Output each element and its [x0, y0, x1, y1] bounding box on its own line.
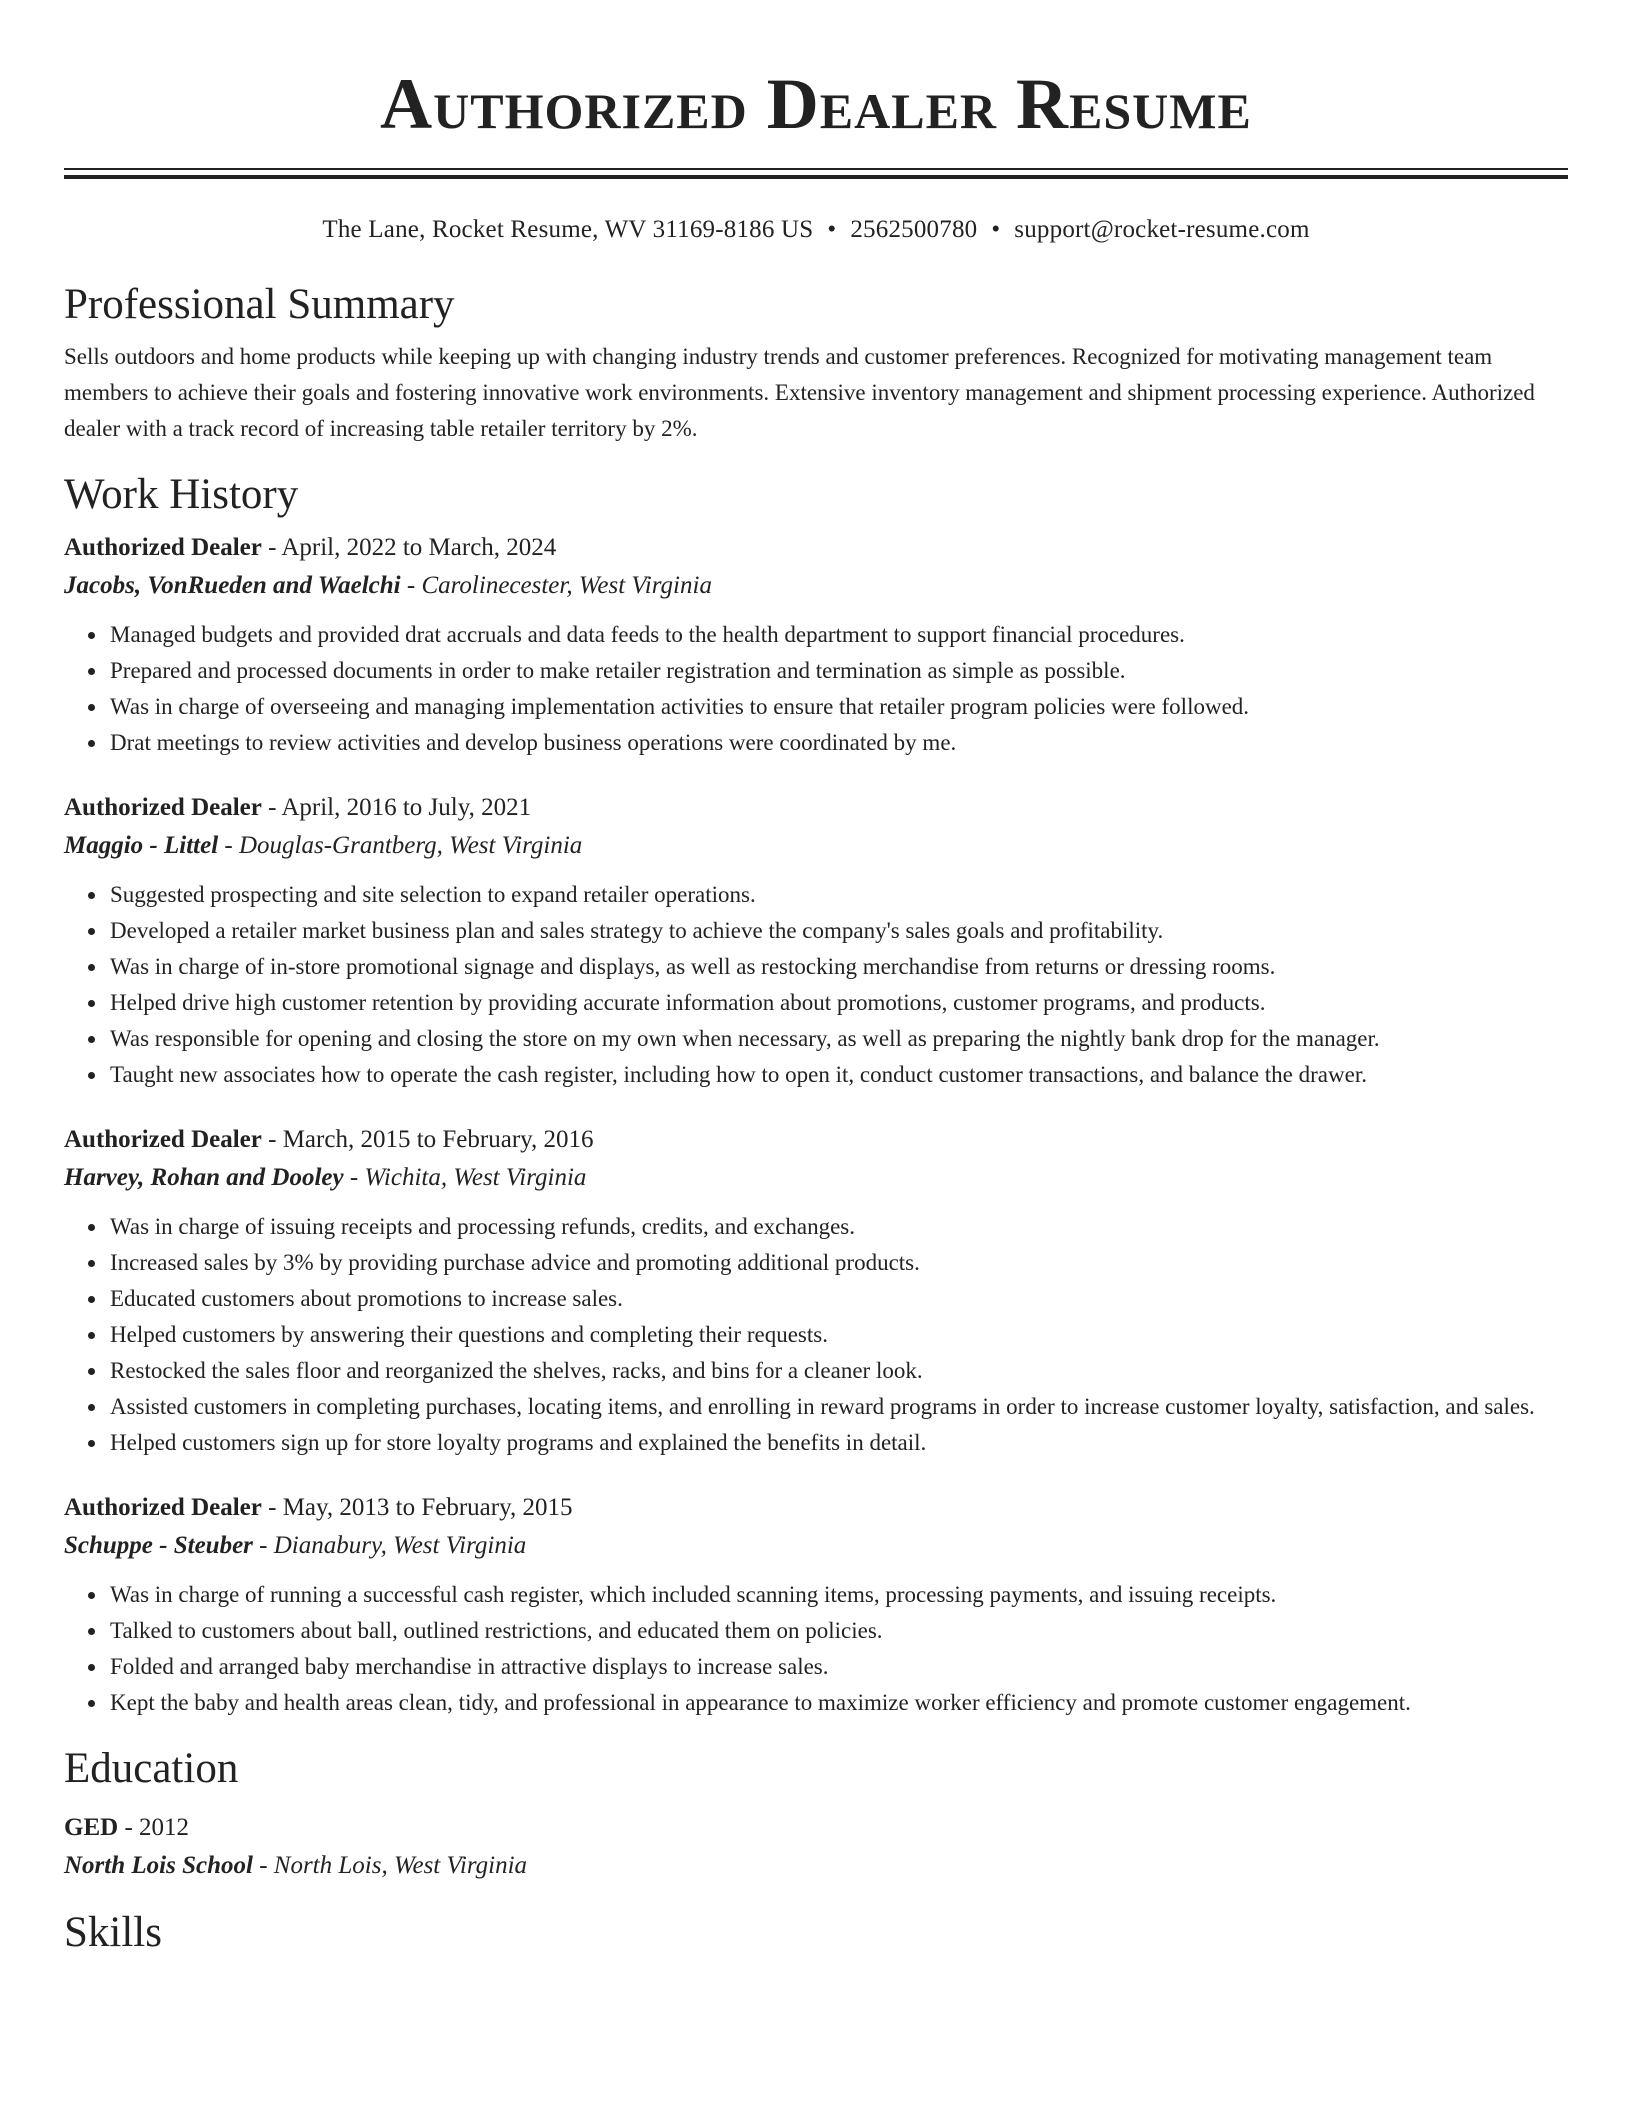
contact-email: support@rocket-resume.com	[1014, 216, 1310, 243]
school-name: North Lois School	[64, 1852, 253, 1879]
job-bullet: • Folded and arranged baby merchandise in attractive displays to increase sales.	[108, 1649, 1568, 1685]
job-bullet: • Drat meetings to review activities and develop business operations were coordinated by me.	[108, 725, 1568, 761]
summary-text: Sells outdoors and home products while keeping up with changing industry trends and customer preferences. Recognized for motivating management team members to achieve their goals and fostering innovative work environments. Extensive inventory management and shipment processing experience. Authorized dealer with a track record of increasing table retailer territory by 2%.	[64, 344, 1535, 441]
job-bullet: • Was in charge of in-store promotional signage and displays, as well as restocking merchandise from returns or dressing rooms.	[108, 949, 1568, 985]
education-heading: Education	[64, 1745, 239, 1792]
job-entry	[64, 1489, 1568, 1721]
job-bullet: • Restocked the sales floor and reorganized the shelves, racks, and bins for a cleaner look.	[108, 1353, 1568, 1389]
job-dates: - March, 2015 to February, 2016	[261, 1126, 594, 1153]
job-title: Authorized Dealer	[64, 1494, 262, 1521]
employer-line	[64, 1159, 1568, 1197]
job-bullet: • Was responsible for opening and closing the store on my own when necessary, as well as preparing the nightly bank drop for the manager.	[108, 1021, 1568, 1057]
job-bullet: • Suggested prospecting and site selection to expand retailer operations.	[108, 877, 1568, 913]
education-entry	[64, 1809, 1568, 1885]
employer-line	[64, 567, 1568, 605]
employer-line	[64, 827, 1568, 865]
work-history-heading: Work History	[64, 471, 299, 518]
employer-name: Harvey, Rohan and Dooley	[64, 1164, 344, 1191]
employer-name: Schuppe - Steuber	[64, 1532, 253, 1559]
job-bullet: • Helped customers sign up for store loyalty programs and explained the benefits in detail.	[108, 1425, 1568, 1461]
job-bullet: • Assisted customers in completing purchases, locating items, and enrolling in reward programs in order to increase customer loyalty, satisfaction, and sales.	[108, 1389, 1568, 1425]
employer-name: Jacobs, VonRueden and Waelchi	[64, 572, 401, 599]
employer-line	[64, 1527, 1568, 1565]
job-bullet: • Prepared and processed documents in order to make retailer registration and termination as simple as possible.	[108, 653, 1568, 689]
degree-line	[64, 1809, 1568, 1847]
title-divider-bottom	[64, 175, 1568, 179]
job-bullet: • Taught new associates how to operate the cash register, including how to open it, conduct customer transactions, and balance the drawer.	[108, 1057, 1568, 1093]
job-bullet: • Was in charge of overseeing and managing implementation activities to ensure that retailer program policies were followed.	[108, 689, 1568, 725]
job-bullet: • Helped customers by answering their questions and completing their requests.	[108, 1317, 1568, 1353]
job-entry	[64, 1121, 1568, 1461]
job-bullets	[64, 1577, 1568, 1721]
employer-location: - Dianabury, West Virginia	[252, 1532, 527, 1559]
resume-title: Authorized Dealer Resume	[380, 64, 1252, 144]
job-dates: - April, 2022 to March, 2024	[261, 534, 557, 561]
job-bullet: • Developed a retailer market business plan and sales strategy to achieve the company's sales goals and profitability.	[108, 913, 1568, 949]
job-bullet: • Talked to customers about ball, outlined restrictions, and educated them on policies.	[108, 1613, 1568, 1649]
job-title: Authorized Dealer	[64, 794, 262, 821]
degree-year: - 2012	[118, 1814, 190, 1841]
job-title-line	[64, 529, 1568, 567]
school-line	[64, 1847, 1568, 1885]
job-bullets	[64, 1209, 1568, 1461]
job-title-line	[64, 789, 1568, 827]
job-bullet: • Was in charge of issuing receipts and processing refunds, credits, and exchanges.	[108, 1209, 1568, 1245]
school-location: - North Lois, West Virginia	[252, 1852, 528, 1879]
summary-heading: Professional Summary	[64, 281, 455, 328]
job-dates: - May, 2013 to February, 2015	[261, 1494, 573, 1521]
job-bullet: • Increased sales by 3% by providing purchase advice and promoting additional products.	[108, 1245, 1568, 1281]
skills-heading: Skills	[64, 1909, 162, 1956]
job-title-line	[64, 1489, 1568, 1527]
job-title-line	[64, 1121, 1568, 1159]
employer-location: - Douglas-Grantberg, West Virginia	[218, 832, 583, 859]
contact-address: The Lane, Rocket Resume, WV 31169-8186 US	[322, 216, 814, 243]
title-divider-top	[64, 168, 1568, 170]
job-entry	[64, 529, 1568, 761]
job-entry	[64, 789, 1568, 1093]
contact-phone: 2562500780	[850, 216, 978, 243]
contact-separator: •	[991, 216, 1001, 243]
job-bullets	[64, 617, 1568, 761]
job-bullet: • Educated customers about promotions to increase sales.	[108, 1281, 1568, 1317]
job-bullet: • Helped drive high customer retention by providing accurate information about promotions, customer programs, and products.	[108, 985, 1568, 1021]
job-title: Authorized Dealer	[64, 534, 262, 561]
degree-name: GED	[64, 1814, 119, 1841]
job-bullet: • Managed budgets and provided drat accruals and data feeds to the health department to support financial procedures.	[108, 617, 1568, 653]
employer-location: - Wichita, West Virginia	[343, 1164, 587, 1191]
contact-separator: •	[827, 216, 837, 243]
job-bullet: • Was in charge of running a successful cash register, which included scanning items, processing payments, and issuing receipts.	[108, 1577, 1568, 1613]
job-bullet: • Kept the baby and health areas clean, tidy, and professional in appearance to maximize worker efficiency and promote customer engagement.	[108, 1685, 1568, 1721]
job-dates: - April, 2016 to July, 2021	[261, 794, 532, 821]
job-bullets	[64, 877, 1568, 1093]
employer-location: - Carolinecester, West Virginia	[400, 572, 712, 599]
job-title: Authorized Dealer	[64, 1126, 262, 1153]
employer-name: Maggio - Littel	[64, 832, 219, 859]
contact-info	[64, 213, 1568, 247]
